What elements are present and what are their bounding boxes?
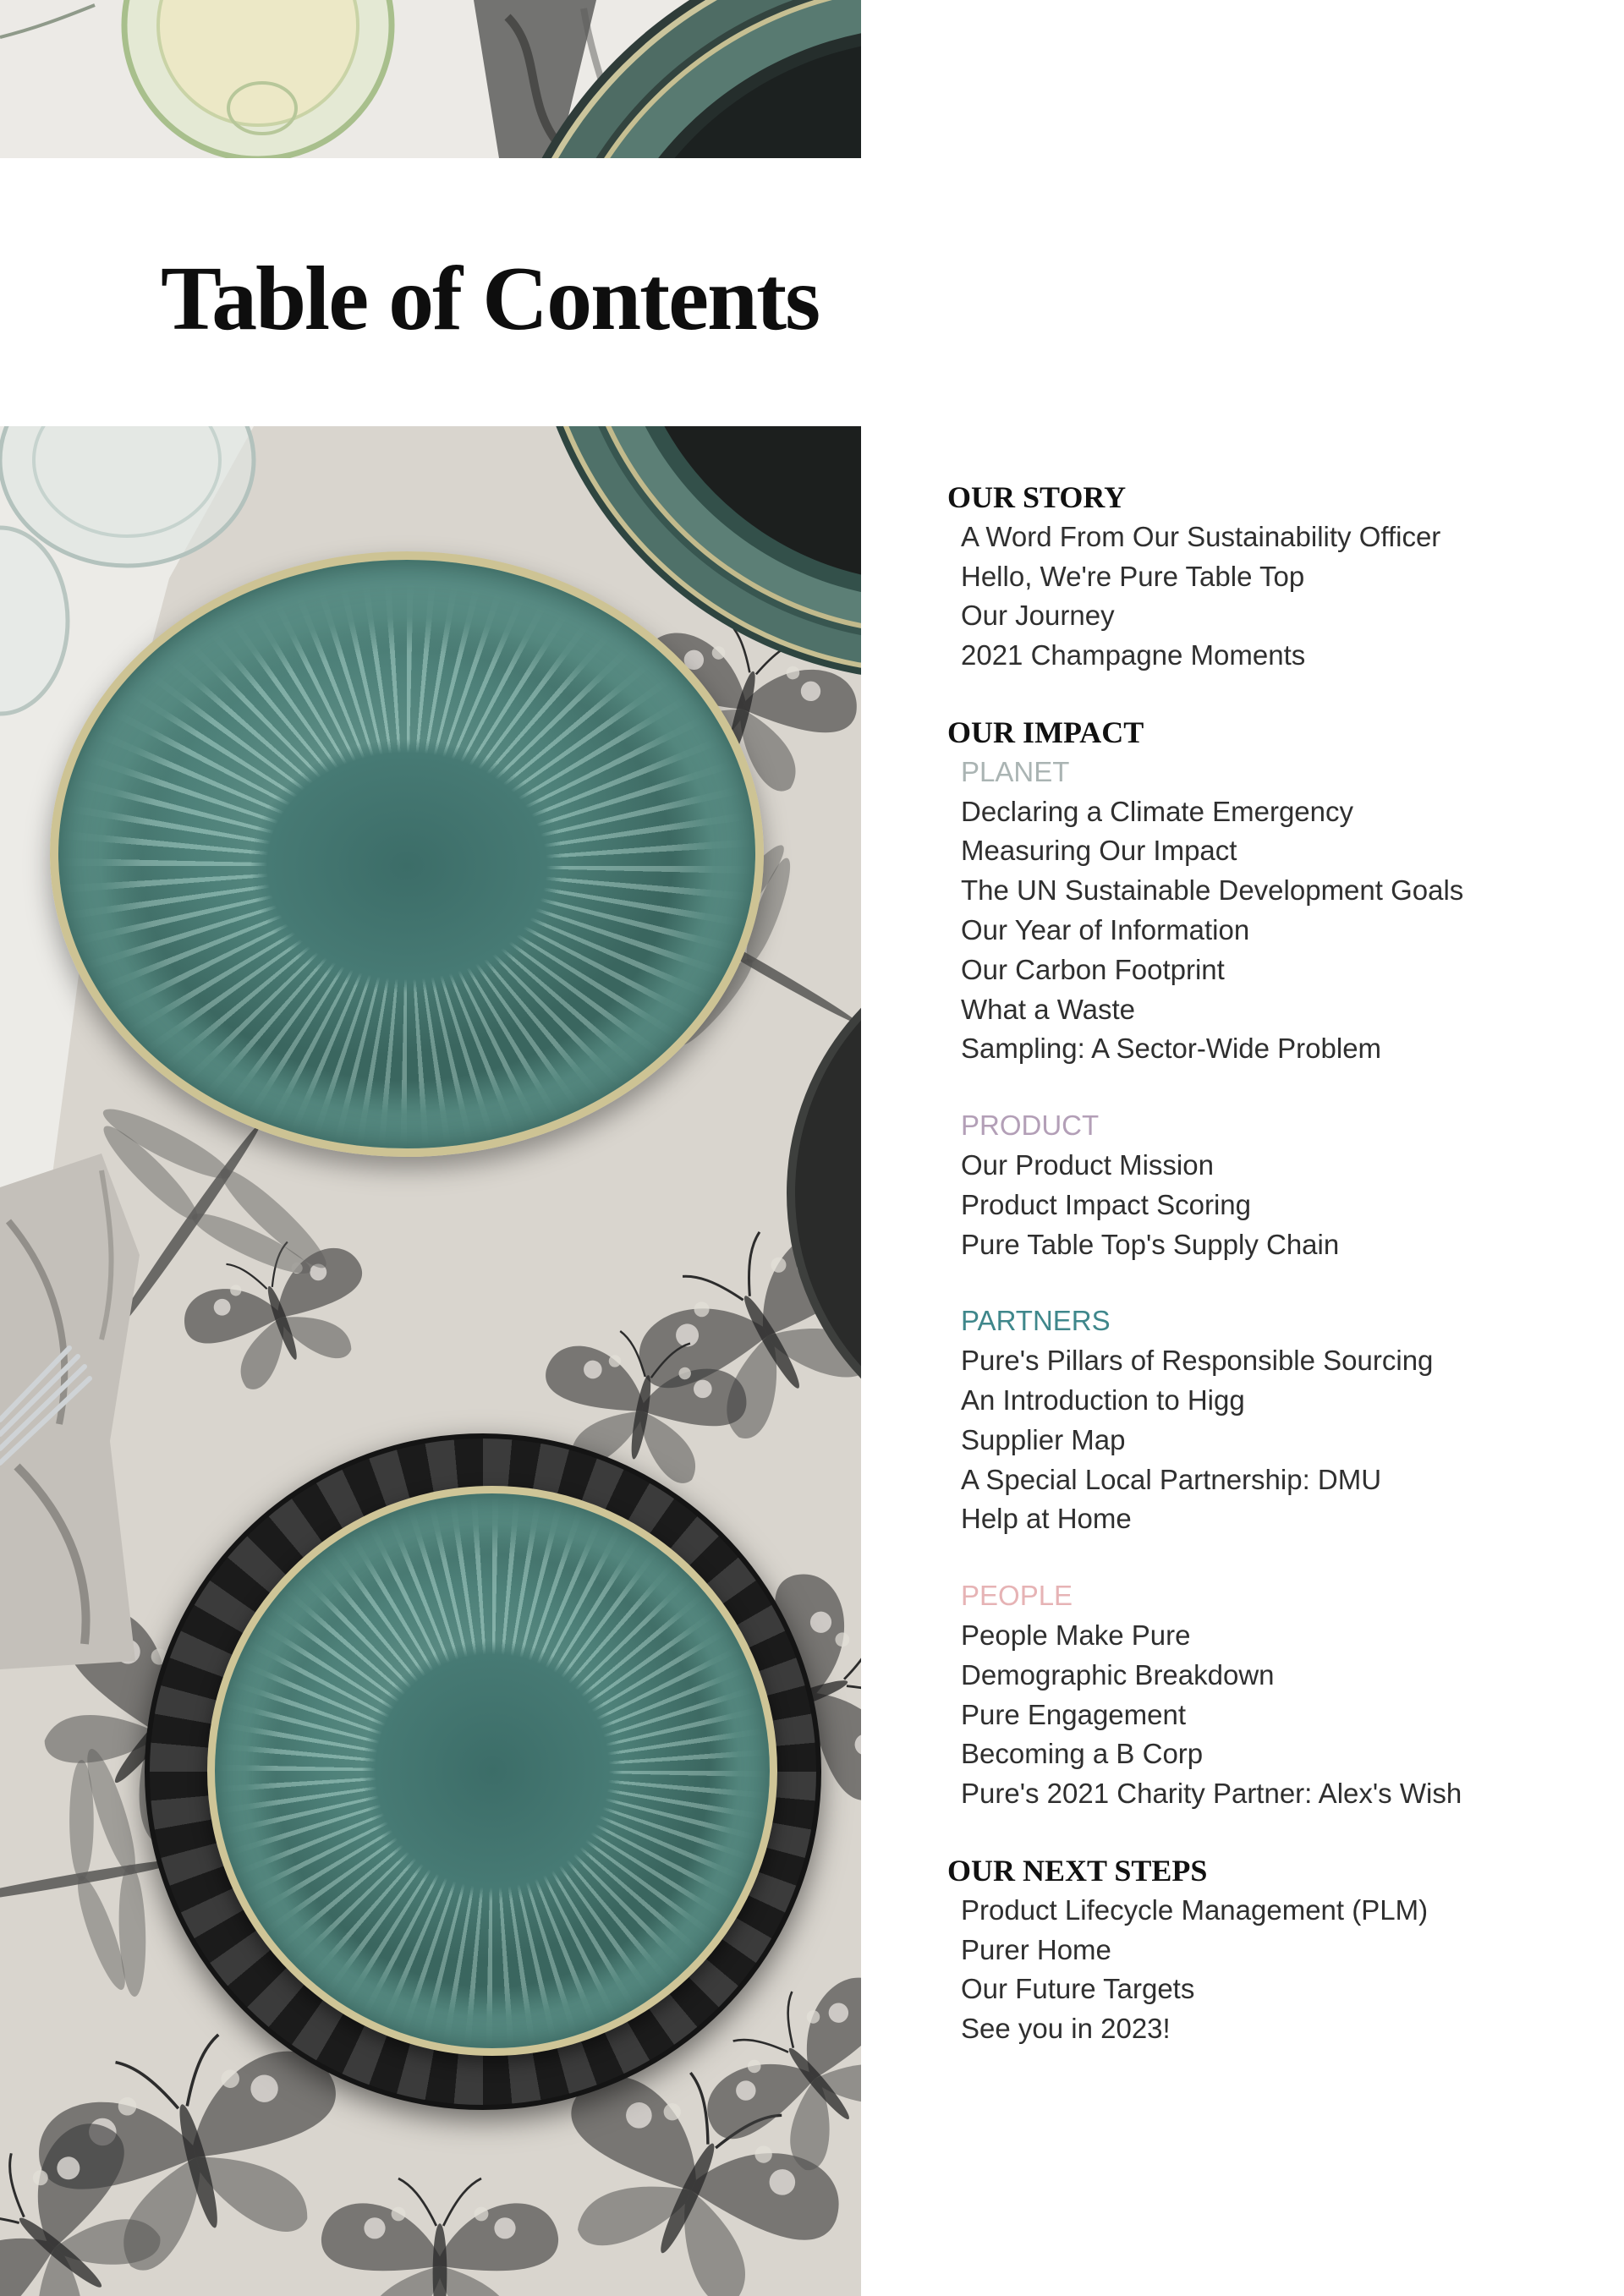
toc-subsection-partners bbox=[947, 1301, 1607, 1539]
toc-item: See you in 2023! bbox=[961, 2013, 1171, 2045]
toc-item: Declaring a Climate Emergency bbox=[961, 795, 1354, 827]
toc-subheading: PARTNERS bbox=[961, 1305, 1111, 1337]
toc-item: Pure Table Top's Supply Chain bbox=[961, 1228, 1340, 1260]
tableware-photo bbox=[0, 426, 861, 2296]
toc-subsection-product bbox=[947, 1106, 1607, 1264]
toc-section-our-impact bbox=[947, 713, 1607, 1814]
toc-item: Pure's 2021 Charity Partner: Alex's Wish bbox=[961, 1778, 1462, 1810]
toc-list bbox=[947, 478, 1607, 2049]
toc-section-our-story bbox=[947, 478, 1607, 676]
toc-subheading: PEOPLE bbox=[961, 1580, 1073, 1612]
top-photo-illustration bbox=[0, 0, 861, 158]
toc-item: Our Product Mission bbox=[961, 1148, 1214, 1181]
toc-item: Help at Home bbox=[961, 1503, 1132, 1535]
teal-bowl-small bbox=[207, 1486, 777, 2056]
toc-item: What a Waste bbox=[961, 993, 1136, 1025]
toc-item: Our Year of Information bbox=[961, 913, 1250, 945]
toc-subheading: PRODUCT bbox=[961, 1110, 1100, 1142]
toc-item: Supplier Map bbox=[961, 1423, 1126, 1455]
toc-item: Our Journey bbox=[961, 600, 1115, 632]
toc-item: Demographic Breakdown bbox=[961, 1658, 1275, 1690]
toc-heading: OUR NEXT STEPS bbox=[947, 1853, 1208, 1888]
toc-item: Our Future Targets bbox=[961, 1973, 1195, 2005]
toc-item: Becoming a B Corp bbox=[961, 1738, 1204, 1770]
toc-item: Pure's Pillars of Responsible Sourcing bbox=[961, 1345, 1434, 1377]
toc-item: Product Lifecycle Management (PLM) bbox=[961, 1893, 1429, 1926]
teal-bowl-large bbox=[50, 551, 764, 1157]
toc-section-our-next-steps bbox=[947, 1851, 1607, 2049]
page-title: Table of Contents bbox=[161, 249, 820, 349]
toc-heading: OUR IMPACT bbox=[947, 715, 1144, 749]
toc-item: Hello, We're Pure Table Top bbox=[961, 560, 1305, 592]
toc-item: Measuring Our Impact bbox=[961, 835, 1237, 867]
toc-item: The UN Sustainable Development Goals bbox=[961, 874, 1464, 907]
toc-item: Product Impact Scoring bbox=[961, 1188, 1251, 1220]
toc-subsection-planet bbox=[947, 753, 1607, 1069]
toc-item: Pure Engagement bbox=[961, 1698, 1187, 1730]
top-photo-strip bbox=[0, 0, 861, 158]
toc-item: People Make Pure bbox=[961, 1619, 1191, 1651]
toc-heading: OUR STORY bbox=[947, 480, 1127, 514]
toc-item: A Special Local Partnership: DMU bbox=[961, 1463, 1382, 1495]
toc-item: 2021 Champagne Moments bbox=[961, 639, 1306, 671]
toc-subsection-people bbox=[947, 1576, 1607, 1814]
toc-item: Sampling: A Sector-Wide Problem bbox=[961, 1033, 1382, 1065]
toc-item: A Word From Our Sustainability Officer bbox=[961, 520, 1441, 552]
toc-subheading: PLANET bbox=[961, 755, 1070, 787]
toc-item: An Introduction to Higg bbox=[961, 1384, 1245, 1416]
toc-item: Our Carbon Footprint bbox=[961, 953, 1225, 985]
toc-item: Purer Home bbox=[961, 1933, 1111, 1965]
